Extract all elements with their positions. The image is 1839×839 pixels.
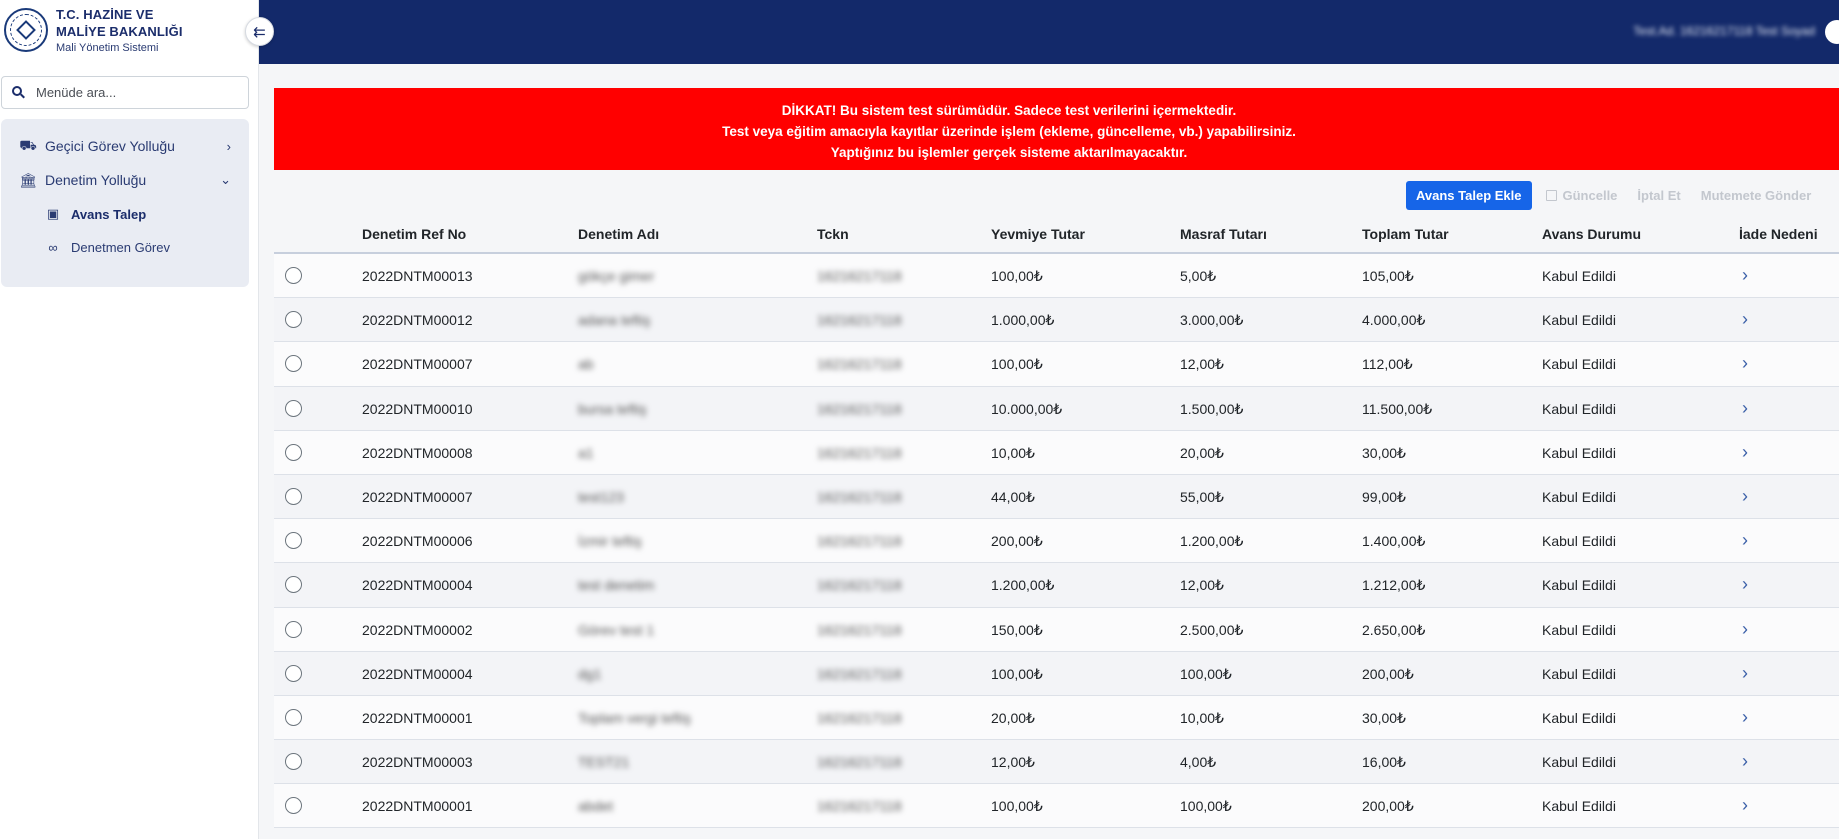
edit-icon xyxy=(1546,190,1557,201)
sidebar-subitem-avans-talep[interactable] xyxy=(1,199,249,229)
cell-denetim-adi: a1 xyxy=(578,444,594,461)
cell-masraf: 20,00₺ xyxy=(1180,444,1224,461)
cell-denetim-adi: adana teftiş xyxy=(578,312,651,329)
sidebar-item-label: Denetim Yolluğu xyxy=(45,172,147,188)
cell-durum: Kabul Edildi xyxy=(1542,356,1616,373)
cell-toplam: 11.500,00₺ xyxy=(1362,400,1433,417)
cell-denetim-adi: ab xyxy=(578,356,594,373)
cell-denetim-adi: dg1 xyxy=(578,665,602,682)
cell-masraf: 5,00₺ xyxy=(1180,268,1217,284)
chevron-right-icon[interactable]: › xyxy=(1742,265,1748,285)
send-to-treasurer-button[interactable]: Mutemete Gönder xyxy=(1700,188,1812,203)
road-icon: ⛟ xyxy=(19,136,37,153)
cell-toplam: 2.650,00₺ xyxy=(1362,621,1426,638)
table-row[interactable] xyxy=(274,652,1839,696)
cell-tckn: 16216217118 xyxy=(817,356,902,373)
cell-masraf: 12,00₺ xyxy=(1180,356,1224,373)
cell-toplam: 30,00₺ xyxy=(1362,444,1406,461)
cancel-button[interactable]: İptal Et xyxy=(1637,188,1681,203)
cell-toplam: 112,00₺ xyxy=(1362,356,1413,373)
cell-masraf: 2.500,00₺ xyxy=(1180,621,1244,638)
column-header-name[interactable]: Denetim Adı xyxy=(578,226,660,242)
cell-denetim-adi: İzmir teftiş xyxy=(578,533,642,550)
add-advance-request-button[interactable]: Avans Talep Ekle xyxy=(1406,181,1532,210)
cell-durum: Kabul Edildi xyxy=(1542,665,1616,682)
table-row[interactable] xyxy=(274,608,1839,652)
cell-masraf: 10,00₺ xyxy=(1180,709,1224,726)
chevron-right-icon[interactable]: › xyxy=(1742,530,1748,551)
chevron-right-icon[interactable]: › xyxy=(1742,618,1748,639)
cell-toplam: 200,00₺ xyxy=(1362,665,1414,682)
cell-yevmiye: 10,00₺ xyxy=(991,444,1035,461)
cell-denetim-adi: TEST21 xyxy=(578,754,630,771)
sidebar-item-label: Geçici Görev Yolluğu xyxy=(45,138,175,154)
cell-tckn: 16216217118 xyxy=(817,312,902,329)
table-row[interactable] xyxy=(274,254,1839,298)
table-body xyxy=(274,254,1839,828)
chevron-right-icon: › xyxy=(226,138,231,154)
sidebar-item-denetim-yollugu[interactable] xyxy=(1,163,249,197)
chevron-right-icon[interactable]: › xyxy=(1742,309,1748,330)
cell-yevmiye: 100,00₺ xyxy=(991,356,1043,373)
menu-search[interactable] xyxy=(1,76,249,109)
advance-request-table xyxy=(274,216,1839,828)
cell-masraf: 4,00₺ xyxy=(1180,754,1217,771)
row-select-radio[interactable] xyxy=(285,400,302,417)
chevron-right-icon[interactable]: › xyxy=(1742,662,1748,683)
row-select-radio[interactable] xyxy=(285,532,302,549)
column-header-durum[interactable]: Avans Durumu xyxy=(1542,226,1642,242)
row-select-radio[interactable] xyxy=(285,311,302,328)
cell-denetim-adi: test denetim xyxy=(578,577,655,594)
chevron-right-icon[interactable]: › xyxy=(1742,795,1748,816)
cell-ref-no: 2022DNTM00006 xyxy=(362,533,473,550)
cell-ref-no: 2022DNTM00007 xyxy=(362,488,473,505)
cell-toplam: 200,00₺ xyxy=(1362,798,1414,815)
top-header xyxy=(259,0,1839,64)
chevron-right-icon[interactable]: › xyxy=(1742,706,1748,727)
sidebar-collapse-button[interactable]: ⇇ xyxy=(245,17,274,46)
row-select-radio[interactable] xyxy=(285,355,302,372)
row-select-radio[interactable] xyxy=(285,753,302,770)
brand[interactable] xyxy=(0,0,259,64)
table-row[interactable] xyxy=(274,298,1839,342)
cell-yevmiye: 150,00₺ xyxy=(991,621,1043,638)
cell-masraf: 1.500,00₺ xyxy=(1180,400,1244,417)
cell-toplam: 1.212,00₺ xyxy=(1362,577,1426,594)
cell-yevmiye: 20,00₺ xyxy=(991,709,1035,726)
sidebar-subitem-label: Avans Talep xyxy=(71,206,147,222)
table-row[interactable] xyxy=(274,431,1839,475)
alert-line-3: Yaptığınız bu işlemler gerçek sisteme aktarılmayacaktır. xyxy=(830,145,1188,160)
avatar[interactable] xyxy=(1825,20,1839,44)
cell-denetim-adi: test123 xyxy=(578,488,624,505)
cell-yevmiye: 100,00₺ xyxy=(991,268,1043,284)
cell-yevmiye: 44,00₺ xyxy=(991,488,1035,505)
user-info[interactable]: Test.Ad. 16216217118 Test Soyad xyxy=(1633,24,1815,38)
column-header-masraf[interactable]: Masraf Tutarı xyxy=(1180,226,1267,242)
action-toolbar xyxy=(1406,181,1811,210)
brand-subtitle: Mali Yönetim Sistemi xyxy=(56,42,159,54)
brand-title: T.C. HAZİNE VE MALİYE BAKANLIĞI xyxy=(56,7,183,39)
cell-durum: Kabul Edildi xyxy=(1542,533,1616,550)
cell-tckn: 16216217118 xyxy=(817,533,902,550)
cell-denetim-adi: abdet xyxy=(578,798,614,815)
cell-toplam: 1.400,00₺ xyxy=(1362,533,1426,550)
cell-masraf: 100,00₺ xyxy=(1180,665,1232,682)
cell-yevmiye: 12,00₺ xyxy=(991,754,1035,771)
cell-ref-no: 2022DNTM00010 xyxy=(362,400,473,417)
cell-denetim-adi: bursa teftiş xyxy=(578,400,647,417)
table-header xyxy=(274,216,1839,254)
cell-durum: Kabul Edildi xyxy=(1542,577,1616,594)
cell-ref-no: 2022DNTM00007 xyxy=(362,356,473,373)
cell-ref-no: 2022DNTM00008 xyxy=(362,444,473,461)
table-row[interactable] xyxy=(274,387,1839,431)
cell-yevmiye: 1.200,00₺ xyxy=(991,577,1055,594)
main-content xyxy=(259,64,1839,839)
cell-tckn: 16216217118 xyxy=(817,798,902,815)
cell-yevmiye: 100,00₺ xyxy=(991,665,1043,682)
table-row[interactable] xyxy=(274,342,1839,386)
chevron-right-icon[interactable]: › xyxy=(1742,574,1748,595)
cell-yevmiye: 200,00₺ xyxy=(991,533,1043,550)
brand-text xyxy=(56,6,206,56)
cell-tckn: 16216217118 xyxy=(817,444,902,461)
cell-denetim-adi: Toplam vergi teftiş xyxy=(578,709,691,726)
cell-masraf: 3.000,00₺ xyxy=(1180,312,1244,329)
cell-durum: Kabul Edildi xyxy=(1542,754,1616,771)
table-row[interactable] xyxy=(274,740,1839,784)
cell-durum: Kabul Edildi xyxy=(1542,709,1616,726)
menu-search-input[interactable] xyxy=(36,85,236,100)
chevron-right-icon[interactable]: › xyxy=(1742,353,1748,374)
chevron-right-icon[interactable]: › xyxy=(1742,397,1748,418)
cell-durum: Kabul Edildi xyxy=(1542,798,1616,815)
cell-tckn: 16216217118 xyxy=(817,754,902,771)
cell-durum: Kabul Edildi xyxy=(1542,444,1616,461)
cell-durum: Kabul Edildi xyxy=(1542,268,1616,284)
column-header-yevmiye[interactable]: Yevmiye Tutar xyxy=(991,226,1085,242)
cell-toplam: 105,00₺ xyxy=(1362,268,1414,284)
cell-toplam: 16,00₺ xyxy=(1362,754,1406,771)
cell-ref-no: 2022DNTM00004 xyxy=(362,665,473,682)
cell-durum: Kabul Edildi xyxy=(1542,621,1616,638)
cell-masraf: 55,00₺ xyxy=(1180,488,1224,505)
table-row[interactable] xyxy=(274,696,1839,740)
row-select-radio[interactable] xyxy=(285,621,302,638)
cell-ref-no: 2022DNTM00013 xyxy=(362,268,473,284)
cell-masraf: 100,00₺ xyxy=(1180,798,1232,815)
row-select-radio[interactable] xyxy=(285,576,302,593)
cell-durum: Kabul Edildi xyxy=(1542,400,1616,417)
table-row[interactable] xyxy=(274,563,1839,607)
sidebar-subitem-denetmen-gorev[interactable] xyxy=(1,232,249,262)
cell-tckn: 16216217118 xyxy=(817,665,902,682)
cell-toplam: 99,00₺ xyxy=(1362,488,1406,505)
chevron-right-icon[interactable]: › xyxy=(1742,485,1748,506)
cell-tckn: 16216217118 xyxy=(817,268,902,284)
cell-masraf: 12,00₺ xyxy=(1180,577,1224,594)
bank-icon: 🏛 xyxy=(19,171,37,188)
sidebar-item-gecici-gorev-yollugu[interactable] xyxy=(1,129,249,163)
column-header-iade-nedeni[interactable]: İade Nedeni xyxy=(1739,226,1818,242)
ministry-logo-icon xyxy=(4,8,48,52)
cell-durum: Kabul Edildi xyxy=(1542,488,1616,505)
cell-yevmiye: 10.000,00₺ xyxy=(991,400,1063,417)
row-select-radio[interactable] xyxy=(285,709,302,726)
chevron-down-icon: ⌄ xyxy=(220,172,231,187)
cell-ref-no: 2022DNTM00012 xyxy=(362,312,473,329)
row-select-radio[interactable] xyxy=(285,665,302,682)
sidebar-subitem-label: Denetmen Görev xyxy=(71,239,170,255)
row-select-radio[interactable] xyxy=(285,797,302,814)
chevron-right-icon[interactable]: › xyxy=(1742,441,1748,462)
cell-yevmiye: 100,00₺ xyxy=(991,798,1043,815)
alert-line-2: Test veya eğitim amacıyla kayıtlar üzerinde işlem (ekleme, güncelleme, vb.) yapabilirsiniz. xyxy=(722,124,1296,139)
cell-ref-no: 2022DNTM00001 xyxy=(362,709,473,726)
cell-toplam: 4.000,00₺ xyxy=(1362,312,1426,329)
search-icon xyxy=(12,86,26,100)
cell-tckn: 16216217118 xyxy=(817,709,902,726)
row-select-radio[interactable] xyxy=(285,488,302,505)
cell-ref-no: 2022DNTM00004 xyxy=(362,577,473,594)
cell-ref-no: 2022DNTM00003 xyxy=(362,754,473,771)
cell-denetim-adi: gökçe gimer xyxy=(578,268,655,284)
row-select-radio[interactable] xyxy=(285,444,302,461)
cell-durum: Kabul Edildi xyxy=(1542,312,1616,329)
column-header-ref-no[interactable]: Denetim Ref No xyxy=(362,226,467,242)
alert-line-1: DİKKAT! Bu sistem test sürümüdür. Sadece test verilerini içermektedir. xyxy=(781,103,1237,118)
cell-yevmiye: 1.000,00₺ xyxy=(991,312,1055,329)
sidebar xyxy=(0,0,259,839)
table-row[interactable] xyxy=(274,784,1839,828)
chevron-right-icon[interactable]: › xyxy=(1742,751,1748,772)
cell-tckn: 16216217118 xyxy=(817,621,902,638)
cell-tckn: 16216217118 xyxy=(817,488,902,505)
update-button[interactable] xyxy=(1546,188,1618,203)
glasses-icon: ∞ xyxy=(48,239,58,255)
cell-tckn: 16216217118 xyxy=(817,400,902,417)
cell-masraf: 1.200,00₺ xyxy=(1180,533,1244,550)
sidebar-menu xyxy=(1,119,249,287)
row-select-radio[interactable] xyxy=(285,267,302,284)
test-system-alert xyxy=(274,88,1839,170)
cell-denetim-adi: Görev test 1 xyxy=(578,621,655,638)
column-header-toplam[interactable]: Toplam Tutar xyxy=(1362,226,1449,242)
table-row[interactable] xyxy=(274,519,1839,563)
cell-ref-no: 2022DNTM00002 xyxy=(362,621,473,638)
cell-toplam: 30,00₺ xyxy=(1362,709,1406,726)
cell-tckn: 16216217118 xyxy=(817,577,902,594)
cell-ref-no: 2022DNTM00001 xyxy=(362,798,473,815)
column-header-tckn[interactable]: Tckn xyxy=(817,226,849,242)
money-icon: ▣ xyxy=(46,206,60,221)
update-label: Güncelle xyxy=(1562,188,1618,203)
table-row[interactable] xyxy=(274,475,1839,519)
